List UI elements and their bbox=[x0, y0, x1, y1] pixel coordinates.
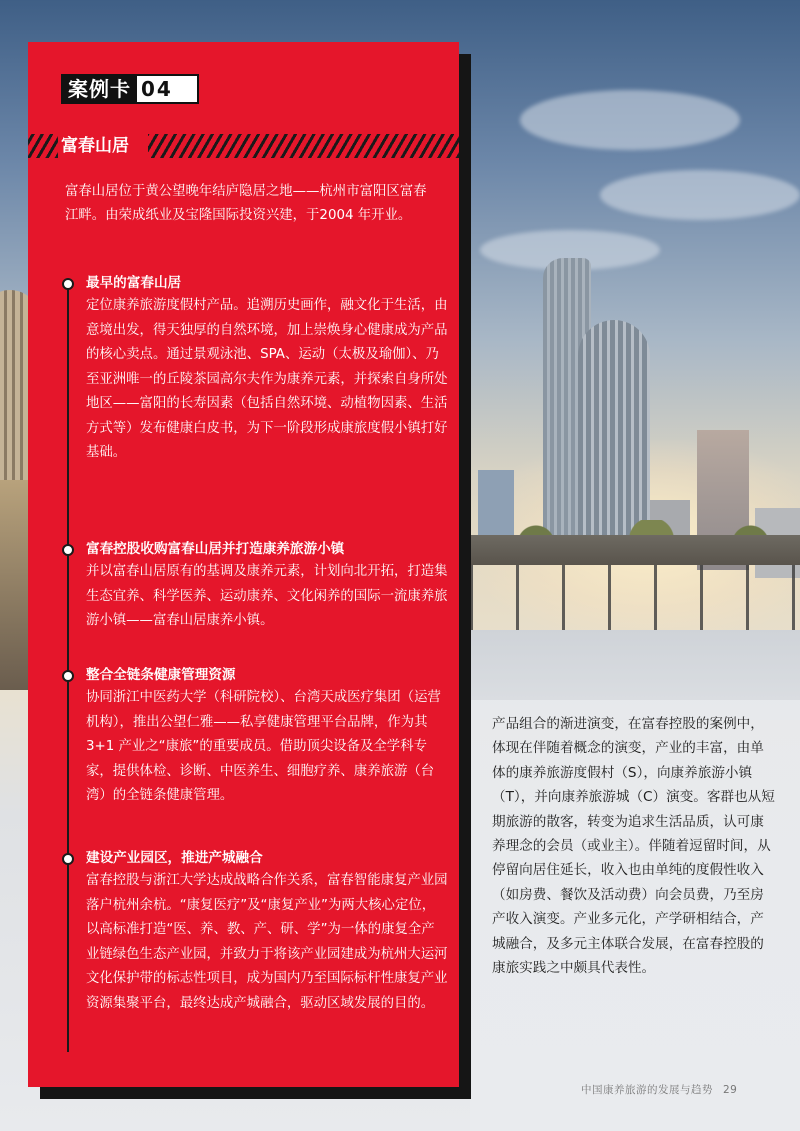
hatch-decoration bbox=[148, 134, 459, 158]
timeline-line bbox=[67, 286, 69, 1052]
plaza-canopy bbox=[470, 535, 800, 565]
hatch-decoration bbox=[28, 134, 58, 158]
case-badge-number: 04 bbox=[137, 74, 199, 104]
timeline-dot bbox=[62, 670, 74, 682]
timeline-dot bbox=[62, 278, 74, 290]
entry-title: 最早的富春山居 bbox=[86, 275, 182, 291]
timeline-dot bbox=[62, 853, 74, 865]
timeline-dot bbox=[62, 544, 74, 556]
right-column-paragraph: 产品组合的渐进演变，在富春控股的案例中，体现在伴随着概念的演变，产业的丰富，由单体的康养旅游度假村（S），向康养旅游小镇（T），并向康养旅游城（C）演变。客群也从短期旅游的散客，转变为追求生活品质，认可康养理念的会员（或业主）。伴随着逗留时间，从停留向居住延长，收入也由单纯的度假性收入（如房费、餐饮及活动费）向会员费，乃至房产收入演变。产业多元化，产学研相结合，产城融合，及多元主体联合发展，在富春控股的康旅实践之中颇具代表性。 bbox=[492, 716, 775, 977]
case-card bbox=[28, 42, 459, 1087]
page-footer bbox=[581, 1082, 737, 1097]
timeline-entry bbox=[86, 272, 448, 466]
case-badge bbox=[61, 74, 199, 104]
timeline-entry bbox=[86, 847, 448, 1016]
section-title: 富春山居 bbox=[61, 136, 129, 156]
page-number: 29 bbox=[723, 1084, 738, 1096]
case-badge-label: 案例卡 bbox=[61, 74, 137, 104]
entry-body: 富春控股与浙江大学达成战略合作关系，富春智能康复产业园落户杭州余杭。“康复医疗”及“康复产业”为两大核心定位，以高标准打造“医、养、教、产、研、学”为一体的康复全产业链绿色生态产业园，并致力于将该产业园建成为杭州大运河文化保护带的标志性项目，成为国内乃至国际标杆性康复产业资源集聚平台，最终达成产城融合，驱动区域发展的目的。 bbox=[86, 873, 448, 1011]
entry-body: 定位康养旅游度假村产品。追溯历史画作，融文化于生活，由意境出发，得天独厚的自然环境，加上崇焕身心健康成为产品的核心卖点。通过景观泳池、SPA、运动（太极及瑜伽）、乃至亚洲唯一的丘陵茶园高尔夫作为康养元素，并探索自身所处地区——富阳的长寿因素（包括自然环境、动植物因素、生活方式等）发布健康白皮书，为下一阶段形成康旅度假小镇打好基础。 bbox=[86, 298, 448, 460]
timeline-entry bbox=[86, 664, 448, 809]
footer-title: 中国康养旅游的发展与趋势 bbox=[581, 1084, 713, 1096]
timeline-entry bbox=[86, 538, 448, 634]
intro-paragraph: 富春山居位于黄公望晚年结庐隐居之地——杭州市富阳区富春江畔。由荣成纸业及宝隆国际投资兴建，于2004 年开业。 bbox=[65, 184, 427, 223]
entry-title: 整合全链条健康管理资源 bbox=[86, 667, 236, 683]
entry-title: 富春控股收购富春山居并打造康养旅游小镇 bbox=[86, 541, 345, 557]
entry-title: 建设产业园区，推进产城融合 bbox=[86, 850, 263, 866]
entry-body: 并以富春山居原有的基调及康养元素，计划向北开拓，打造集生态宜养、科学医养、运动康养、文化闲养的国际一流康养旅游小镇——富春山居康养小镇。 bbox=[86, 564, 448, 628]
entry-body: 协同浙江中医药大学（科研院校）、台湾天成医疗集团（运营机构），推出公望仁雅——私享健康管理平台品牌，作为其 3+1 产业之“康旅”的重要成员。借助顶尖设备及全学科专家，提供体检、诊断、中医养生、细胞疗养、康养旅游（台湾）的全链条健康管理。 bbox=[86, 690, 441, 803]
